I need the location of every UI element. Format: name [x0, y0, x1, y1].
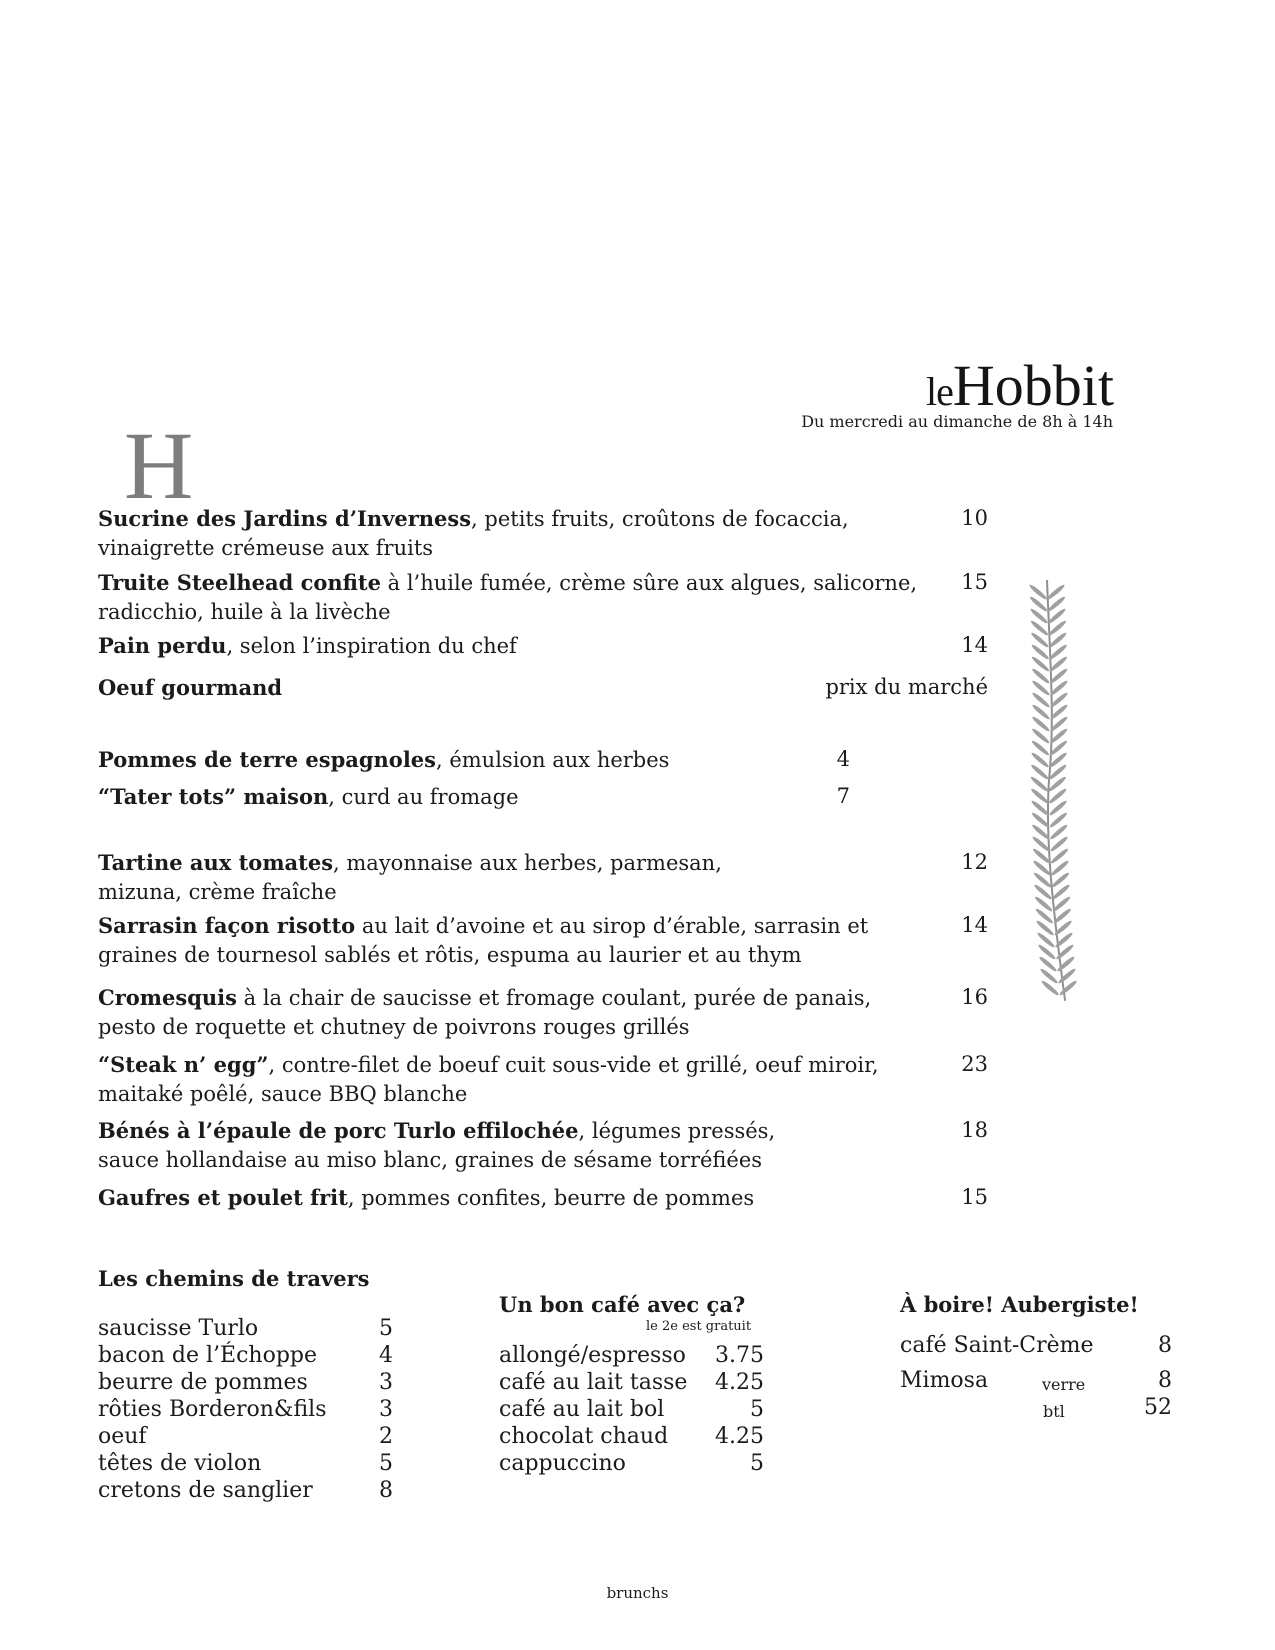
list-item-name: chocolat chaud [499, 1424, 669, 1449]
menu-item [98, 504, 988, 563]
list-item-name: Mimosa [900, 1368, 989, 1393]
menu-item [98, 1116, 988, 1175]
herb-branch-icon [1025, 580, 1085, 1010]
list-item [98, 1342, 393, 1369]
list-item-price: 5 [750, 1451, 764, 1476]
item-name: Bénés à l’épaule de porc Turlo effilochée [98, 1118, 579, 1143]
list-item [499, 1396, 764, 1423]
monogram: H [124, 412, 194, 519]
item-desc: , émulsion aux herbes [435, 748, 670, 772]
item-price: 23 [961, 1052, 988, 1076]
list-item-price: 4.25 [715, 1424, 764, 1449]
section-title-chemins: Les chemins de travers [98, 1266, 370, 1291]
item-desc: , pommes confites, beurre de pommes [347, 1186, 755, 1210]
cafe-note: le 2e est gratuit [646, 1319, 752, 1334]
menu-item [98, 983, 988, 1042]
item-desc: , curd au fromage [328, 785, 519, 809]
item-price: 15 [961, 570, 988, 594]
brand-logo [926, 352, 1114, 419]
item-name: Oeuf gourmand [98, 675, 283, 700]
item-price: 15 [961, 1185, 988, 1209]
list-item-name: bacon de l’Échoppe [98, 1343, 318, 1368]
menu-item [98, 745, 850, 775]
item-desc: , petits fruits, croûtons de focaccia, vinaigrette crémeuse aux fruits [98, 507, 849, 560]
brand-name: Hobbit [952, 353, 1114, 418]
list-item [98, 1315, 393, 1342]
mimosa-btl-price: 52 [1144, 1395, 1172, 1420]
item-price: 16 [961, 985, 988, 1009]
list-item-name: café Saint-Crème [900, 1333, 1094, 1358]
list-item-name: beurre de pommes [98, 1370, 308, 1395]
list-item-price: 3 [379, 1370, 393, 1395]
item-desc: au lait d’avoine et au sirop d’érable, sarrasin et graines de tournesol sablés et rôtis, espuma au laurier et au thym [98, 914, 869, 967]
list-item-price: 8 [1158, 1333, 1172, 1358]
list-item [98, 1423, 393, 1450]
item-name: Sucrine des Jardins d’Inverness [98, 506, 472, 531]
item-price: prix du marché [825, 675, 988, 699]
item-price: 7 [836, 784, 850, 808]
item-desc: , contre-filet de boeuf cuit sous-vide et grillé, oeuf miroir, maitaké poêlé, sauce BBQ blanche [98, 1053, 879, 1106]
brand-le: le [926, 369, 953, 414]
item-price: 4 [836, 747, 850, 771]
menu-item [98, 568, 988, 627]
list-item-name: cretons de sanglier [98, 1478, 313, 1503]
item-name: Pain perdu [98, 633, 227, 658]
menu-item [98, 848, 988, 907]
item-name: Gaufres et poulet frit [98, 1185, 348, 1210]
menu-item [98, 1183, 988, 1213]
mimosa-btl-label: btl [1043, 1402, 1065, 1421]
list-item [499, 1369, 764, 1396]
item-name: “Tater tots” maison [98, 784, 329, 809]
item-price: 14 [961, 633, 988, 657]
item-price: 18 [961, 1118, 988, 1142]
menu-item [98, 911, 988, 970]
list-item [98, 1477, 393, 1504]
list-item-price: 8 [379, 1478, 393, 1503]
item-name: “Steak n’ egg” [98, 1052, 269, 1077]
list-item-price: 5 [750, 1397, 764, 1422]
list-item-price: 5 [379, 1316, 393, 1341]
item-name: Tartine aux tomates [98, 850, 334, 875]
list-item [98, 1369, 393, 1396]
item-price: 12 [961, 850, 988, 874]
item-price: 10 [961, 506, 988, 530]
item-desc: , légumes pressés, sauce hollandaise au miso blanc, graines de sésame torréfiées [98, 1119, 776, 1172]
mimosa-verre-price: 8 [1158, 1368, 1172, 1393]
list-item-name: oeuf [98, 1424, 147, 1449]
list-item-price: 4.25 [715, 1370, 764, 1395]
item-desc: à l’huile fumée, crème sûre aux algues, salicorne, radicchio, huile à la livèche [98, 571, 918, 624]
list-item-name: cappuccino [499, 1451, 626, 1476]
list-item [499, 1342, 764, 1369]
menu-item [98, 673, 988, 703]
list-item-name: allongé/espresso [499, 1343, 686, 1368]
item-desc: à la chair de saucisse et fromage coulant, purée de panais, pesto de roquette et chutney de poivrons rouges grillés [98, 986, 872, 1039]
mimosa-verre-label: verre [1042, 1375, 1086, 1394]
list-item-name: saucisse Turlo [98, 1316, 259, 1341]
item-name: Truite Steelhead confite [98, 570, 381, 595]
item-name: Sarrasin façon risotto [98, 913, 356, 938]
item-desc: , mayonnaise aux herbes, parmesan, mizuna, crème fraîche [98, 851, 722, 904]
list-item [98, 1396, 393, 1423]
list-item-price: 2 [379, 1424, 393, 1449]
list-item-price: 3 [379, 1397, 393, 1422]
list-item-name: café au lait bol [499, 1397, 665, 1422]
list-item-name: café au lait tasse [499, 1370, 688, 1395]
list-item-price: 5 [379, 1451, 393, 1476]
item-price: 14 [961, 913, 988, 937]
list-item-mimosa [900, 1367, 1172, 1394]
item-desc: , selon l’inspiration du chef [226, 634, 517, 658]
item-name: Cromesquis [98, 985, 237, 1010]
list-item-price: 4 [379, 1343, 393, 1368]
section-title-cafe: Un bon café avec ça? [499, 1292, 746, 1317]
section-title-boire: À boire! Aubergiste! [900, 1292, 1139, 1317]
list-item [98, 1450, 393, 1477]
item-name: Pommes de terre espagnoles [98, 747, 436, 772]
list-item [499, 1450, 764, 1477]
menu-item [98, 1050, 988, 1109]
opening-hours: Du mercredi au dimanche de 8h à 14h [801, 412, 1113, 431]
list-item-price: 3.75 [715, 1343, 764, 1368]
menu-item [98, 631, 988, 661]
footer-label: brunchs [606, 1584, 669, 1602]
list-item-name: têtes de violon [98, 1451, 262, 1476]
list-item-name: rôties Borderon&fils [98, 1397, 327, 1422]
menu-item [98, 782, 850, 812]
list-item-mimosa-btl [900, 1394, 1172, 1421]
list-item [499, 1423, 764, 1450]
list-item [900, 1332, 1172, 1359]
